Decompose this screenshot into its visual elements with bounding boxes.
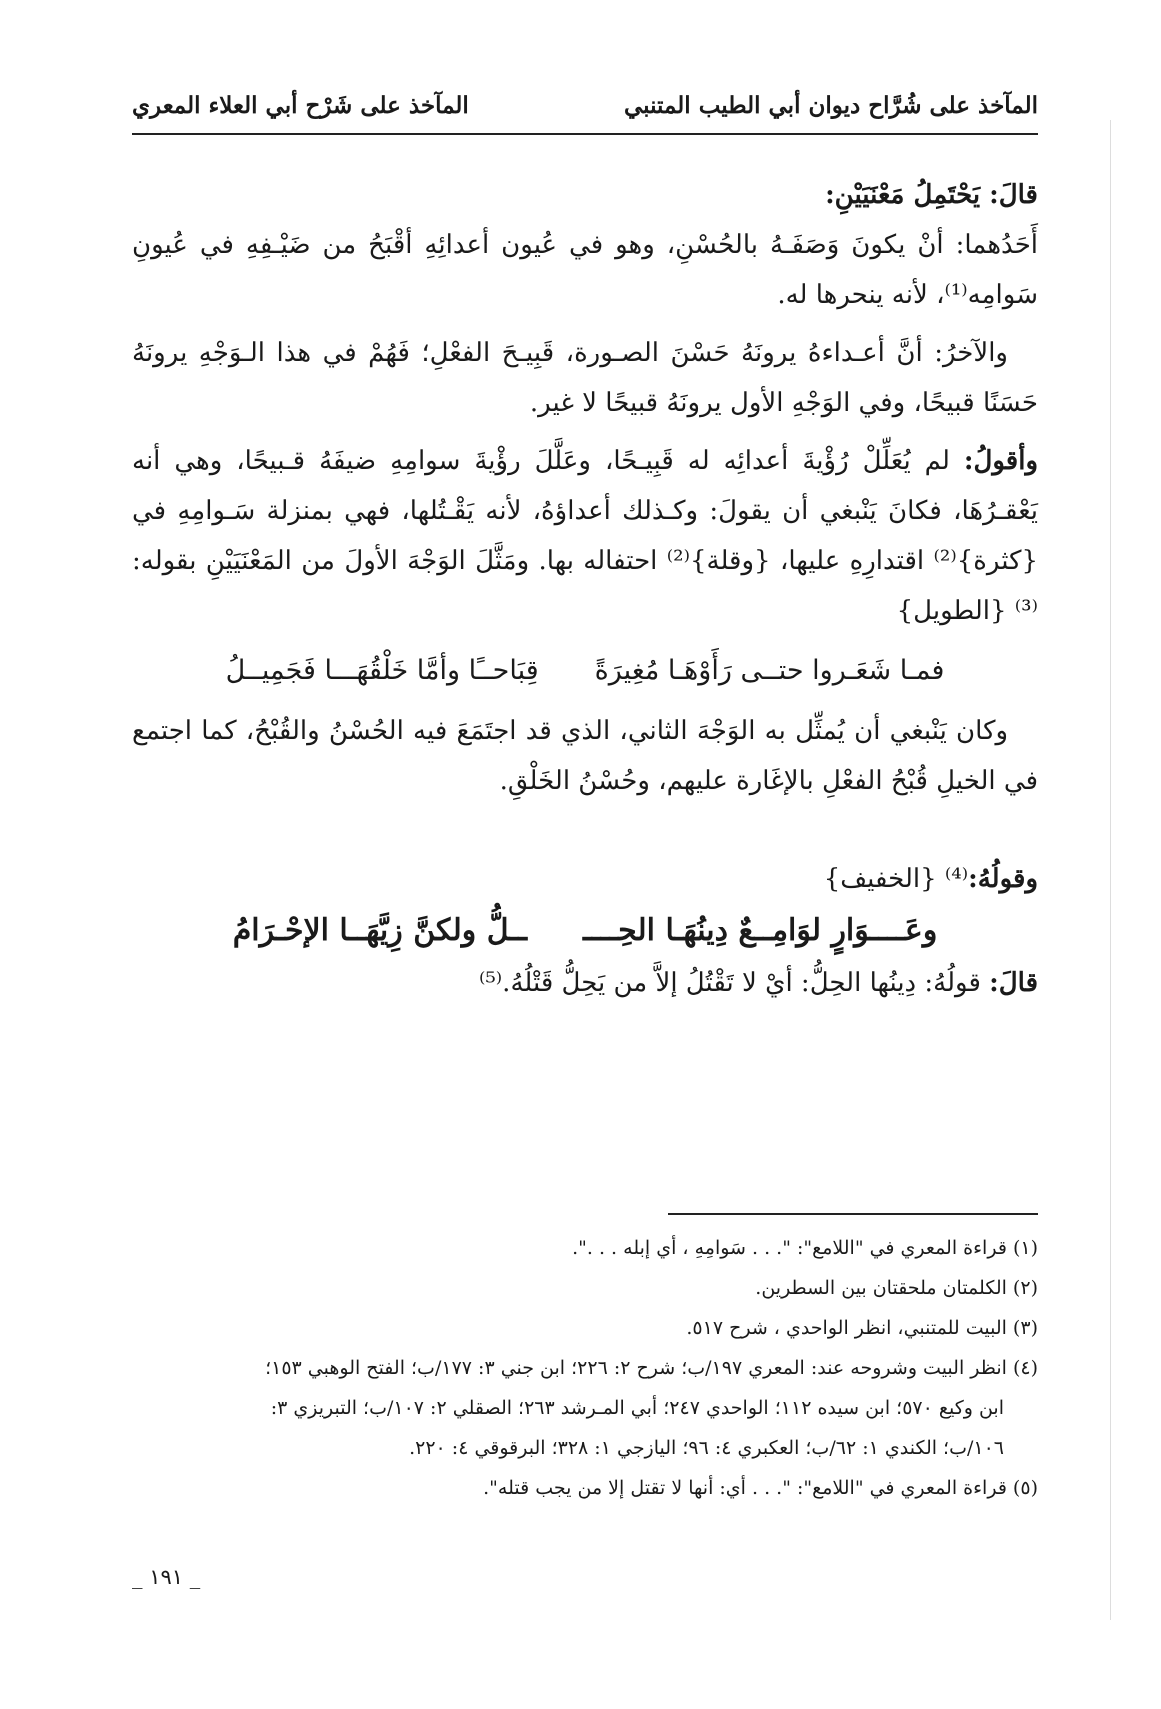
explanation-text: قولُهُ: دِينُها الحِلُّ: أيْ لا تَقْتُلُ إلاَّ من يَحِلُّ قَتْلُهُ.⁽⁵⁾ [478,968,990,998]
footnote-divider [668,1213,1038,1215]
comment-text: لم يُعَلِّلْ رُؤْيةَ أعدائِه له قَبِيـحًا، وعَلَّلَ رؤْيةَ سوامِهِ ضيفَهُ قـبيحًا، وهي أنه يَعْقـرُهَا، فكانَ يَنْبغي أن يقولَ: وكـذلك أعداؤهُ، لأنه يَقْـتُلها، فهي بمنزلة سَـوامِهِ في {كثرة}⁽²⁾ اقتدارِهِ عليها، {وقلة}⁽²⁾ احتفاله بها. ومَثَّلَ الوَجْهَ الأولَ من المَعْنَيَيْنِ بقوله:⁽³⁾ {الطويل} [132,446,1038,626]
paragraph-first-meaning: أَحَدُهما: أنْ يكونَ وَصَفَـهُ بالحُسْنِ، وهو في عُيون أعدائِهِ أقْبَحُ من ضَيْـفِهِ في عُيونِ سَوامِه⁽¹⁾، لأنه ينحرها له. [132,230,1038,310]
verse-line-2 [132,904,1038,958]
footnote-1: (١) قراءة المعري في "اللامع": ". . . سَوامِهِ ، أي إبله . . .". [572,1237,1038,1259]
scan-margin-line [1110,120,1111,1620]
header-divider [132,133,1038,135]
paragraph-my-comment [132,436,1038,636]
footnote-5: (٥) قراءة المعري في "اللامع": ". . . أي: أنها لا تقتل إلا من يجب قتله". [483,1477,1038,1499]
paragraph-his-saying [132,854,1038,904]
footnotes [132,1228,1038,1508]
paragraph-second-meaning: والآخرُ: أنَّ أعـداءهُ يرونَهُ حَسْنَ الصـورة، قَبِيـحَ الفعْلِ؛ فَهُمْ في هذا الـوَجْهِ يرونَهُ حَسَنًا قبيحًا، وفي الوَجْهِ الأول يرونَهُ قبيحًا لا غير. [132,338,1038,418]
footnote-2: (٢) الكلمتان ملحقتان بين السطرين. [755,1277,1038,1299]
paragraph-explanation [132,958,1038,1008]
verse-2-second-hemistich: ــلُّ ولكنَّ زِيَّهَــا الإحْـرَامُ [232,913,527,948]
header-chapter-title: المآخذ على شَرْح أبي العلاء المعري [132,92,469,119]
footnote-3: (٣) البيت للمتنبي، انظر الواحدي ، شرح ٥١٧. [686,1317,1038,1339]
footnote-4: (٤) انظر البيت وشروحه عند: المعري ١٩٧/ب؛ شرح ٢: ٢٢٦؛ ابن جني ٣: ١٧٧/ب؛ الفتح الوهبي ١٥٣؛ [265,1357,1038,1379]
verse-1-second-hemistich: قِبَاحــًا وأمَّا خَلْقُهَـــا فَجَمِيــلُ [225,655,539,686]
main-text [132,170,1038,1008]
footnote-4-continued: ابن وكيع ٥٧٠؛ ابن سيده ١١٢؛ الواحدي ٢٤٧؛ أبي المـرشد ٢٦٣؛ الصقلي ٢: ١٠٧/ب؛ التبريزي ٣: [270,1397,1004,1419]
explanation-lead: قالَ: [989,968,1038,998]
page-number: _ ١٩١ _ [132,1565,201,1589]
running-header [132,88,1038,128]
comment-lead: وأقولُ: [963,446,1039,476]
header-book-title: المآخذ على شُرَّاح ديوان أبي الطيب المتنبي [624,92,1038,119]
paragraph-qala: قالَ: يَحْتَمِلُ مَعْنَيَيْنِ: [825,180,1038,210]
verse-1-first-hemistich: فمـا شَعَـروا حتــى رَأَوْهَـا مُغِيرَةً [594,655,945,686]
saying-lead: وقولُهُ: [968,864,1038,894]
footnote-4-continued-2: ١٠٦/ب؛ الكندي ١: ٦٢/ب؛ العكبري ٤: ٩٦؛ اليازجي ١: ٣٢٨؛ البرقوقي ٤: ٢٢٠. [409,1437,1004,1459]
paragraph-second-example: وكان يَنْبغي أن يُمثِّل به الوَجْهَ الثاني، الذي قد اجتَمَعَ فيه الحُسْنُ والقُبْحُ، كما اجتمع في الخيلِ قُبْحُ الفعْلِ بالإغَارة عليهم، وحُسْنُ الخَلْقِ. [132,716,1038,796]
verse-2-first-hemistich: وعَــــوَارٍ لوَامِــعٌ دِينُهَـا الحِــــ [583,913,938,948]
saying-meter: ⁽⁴⁾ {الخفيف} [823,864,969,894]
verse-line-1 [132,644,1038,698]
